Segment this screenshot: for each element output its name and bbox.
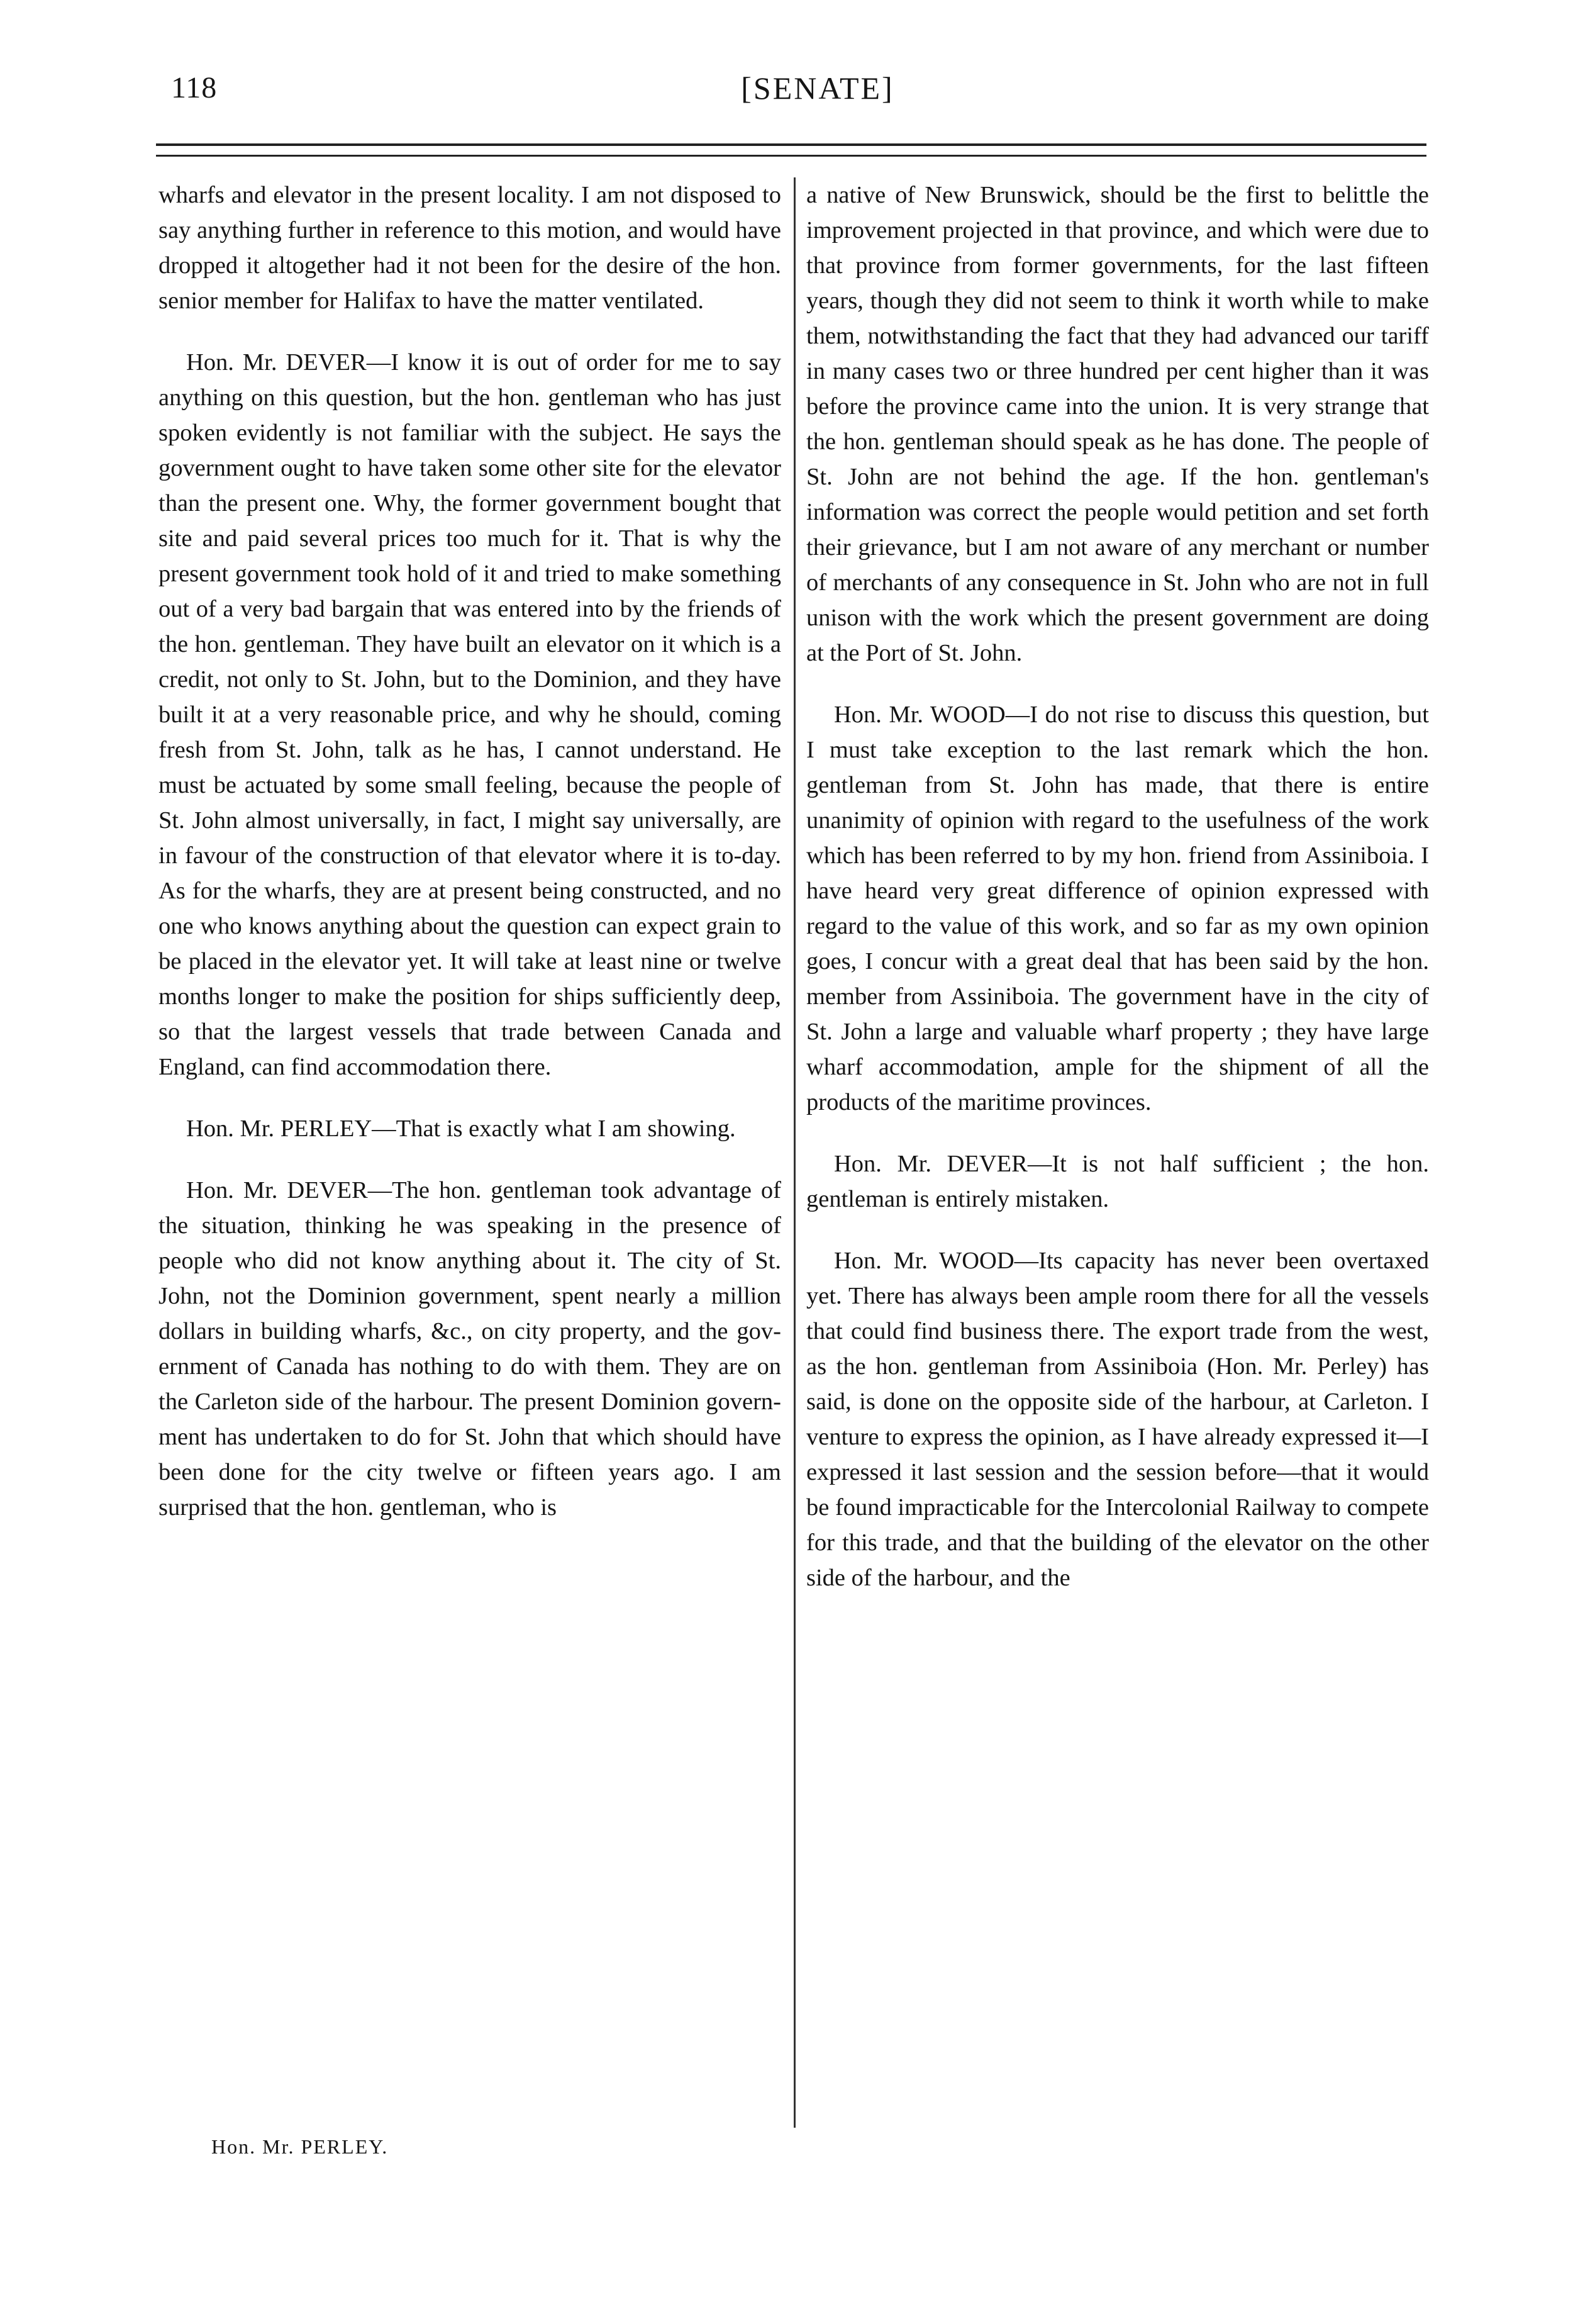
paragraph: Hon. Mr. DEVER—It is not half sufficient ; the hon. gentleman is entirely mistaken. bbox=[806, 1151, 1429, 1212]
paragraph: Hon. Mr. DEVER—The hon. gentleman took advantage of the situation, thinking he was speaking in the presence of people who did not know anything about it. The city of St. John, not the Dominion government, spent nearly a million dollars in building wharfs, &c., on city property, and the government of Canada has nothing to do with them. They are on the Carleton side of the harbour. The present Dominion government has undertaken to do for St. John that which should have been done for the city twelve or fifteen years ago. I am surprised that the hon. gentleman, who is bbox=[158, 1177, 781, 1521]
page-number: 118 bbox=[171, 71, 218, 104]
running-head: [SENATE] bbox=[741, 70, 894, 106]
paragraph: Hon. Mr. WOOD—Its capacity has never been overtaxed yet. There has always been ample room there for all the vessels that could find business there. The export trade from the west, as the hon. gentleman from Assiniboia (Hon. Mr. Perley) has said, is done on the opposite side of the harbour, at Carleton. I venture to express the opinion, as I have already expressed it—I expressed it last session and the session before—that it would be found impracticable for the Intercolonial Railway to compete for this trade, and that the building of the elevator on the other side of the harbour, and the bbox=[806, 1248, 1429, 1591]
right-column bbox=[806, 177, 1429, 1622]
column-divider bbox=[794, 177, 796, 2128]
left-column bbox=[158, 177, 781, 1551]
footer-signature: Hon. Mr. PERLEY. bbox=[211, 2135, 389, 2158]
header-rule bbox=[156, 143, 1426, 157]
paragraph: wharfs and elevator in the present locality. I am not disposed to say anything further in reference to this motion, and would have dropped it altogether had it not been for the desire of the hon. senior member for Halifax to have the matter ventilated. bbox=[158, 182, 781, 314]
paragraph: Hon. Mr. WOOD—I do not rise to discuss this question, but I must take exception to the last remark which the hon. gentleman from St. John has made, that there is entire unanimity of opinion with regard to the usefulness of the work which has been referred to by my hon. friend from Assiniboia. I have heard very great difference of opinion expressed with regard to the value of this work, and so far as my own opinion goes, I concur with a great deal that has been said by the hon. member from Assiniboia. The government have in the city of St. John a large and valuable wharf property ; they have large wharf accommodation, ample for the shipment of all the products of the maritime provinces. bbox=[806, 701, 1429, 1115]
paragraph: a native of New Brunswick, should be the first to belittle the improvement projected in that province, and which were due to that province from former governments, for the last fifteen years, though they did not seem to think it worth while to make them, notwithstanding the fact that they had advanced our tariff in many cases two or three hundred per cent higher than it was before the province came into the union. It is very strange that the hon. gentleman should speak as he has done. The people of St. John are not behind the age. If the hon. gentleman's information was correct the people would petition and set forth their grievance, but I am not aware of any merchant or number of merchants of any consequence in St. John who are not in full unison with the work which the present government are doing at the Port of St. John. bbox=[806, 182, 1429, 666]
paragraph: Hon. Mr. PERLEY—That is exactly what I am showing. bbox=[186, 1115, 736, 1142]
paragraph: Hon. Mr. DEVER—I know it is out of order for me to say anything on this question, but the hon. gentleman who has just spoken evidently is not familiar with the subject. He says the government ought to have taken some other site for the elevator than the present one. Why, the former government bought that site and paid several prices too much for it. That is why the present government took hold of it and tried to make something out of a very bad bargain that was entered into by the friends of the hon. gentleman. They have built an elevator on it which is a credit, not only to St. John, but to the Dominion, and they have built it at a very reasonable price, and why he should, coming fresh from St. John, talk as he has, I cannot understand. He must be actuated by some small feeling, because the people of St. John almost universally, in fact, I might say universally, are in favour of the construction of that elevator where it is to-day. As for the wharfs, they are at present being constructed, and no one who knows anything about the question can expect grain to be placed in the elevator yet. It will take at least nine or twelve months longer to make the position for ships sufficiently deep, so that the largest vessels that trade between Canada and England, can find accommodation there. bbox=[158, 349, 781, 1080]
